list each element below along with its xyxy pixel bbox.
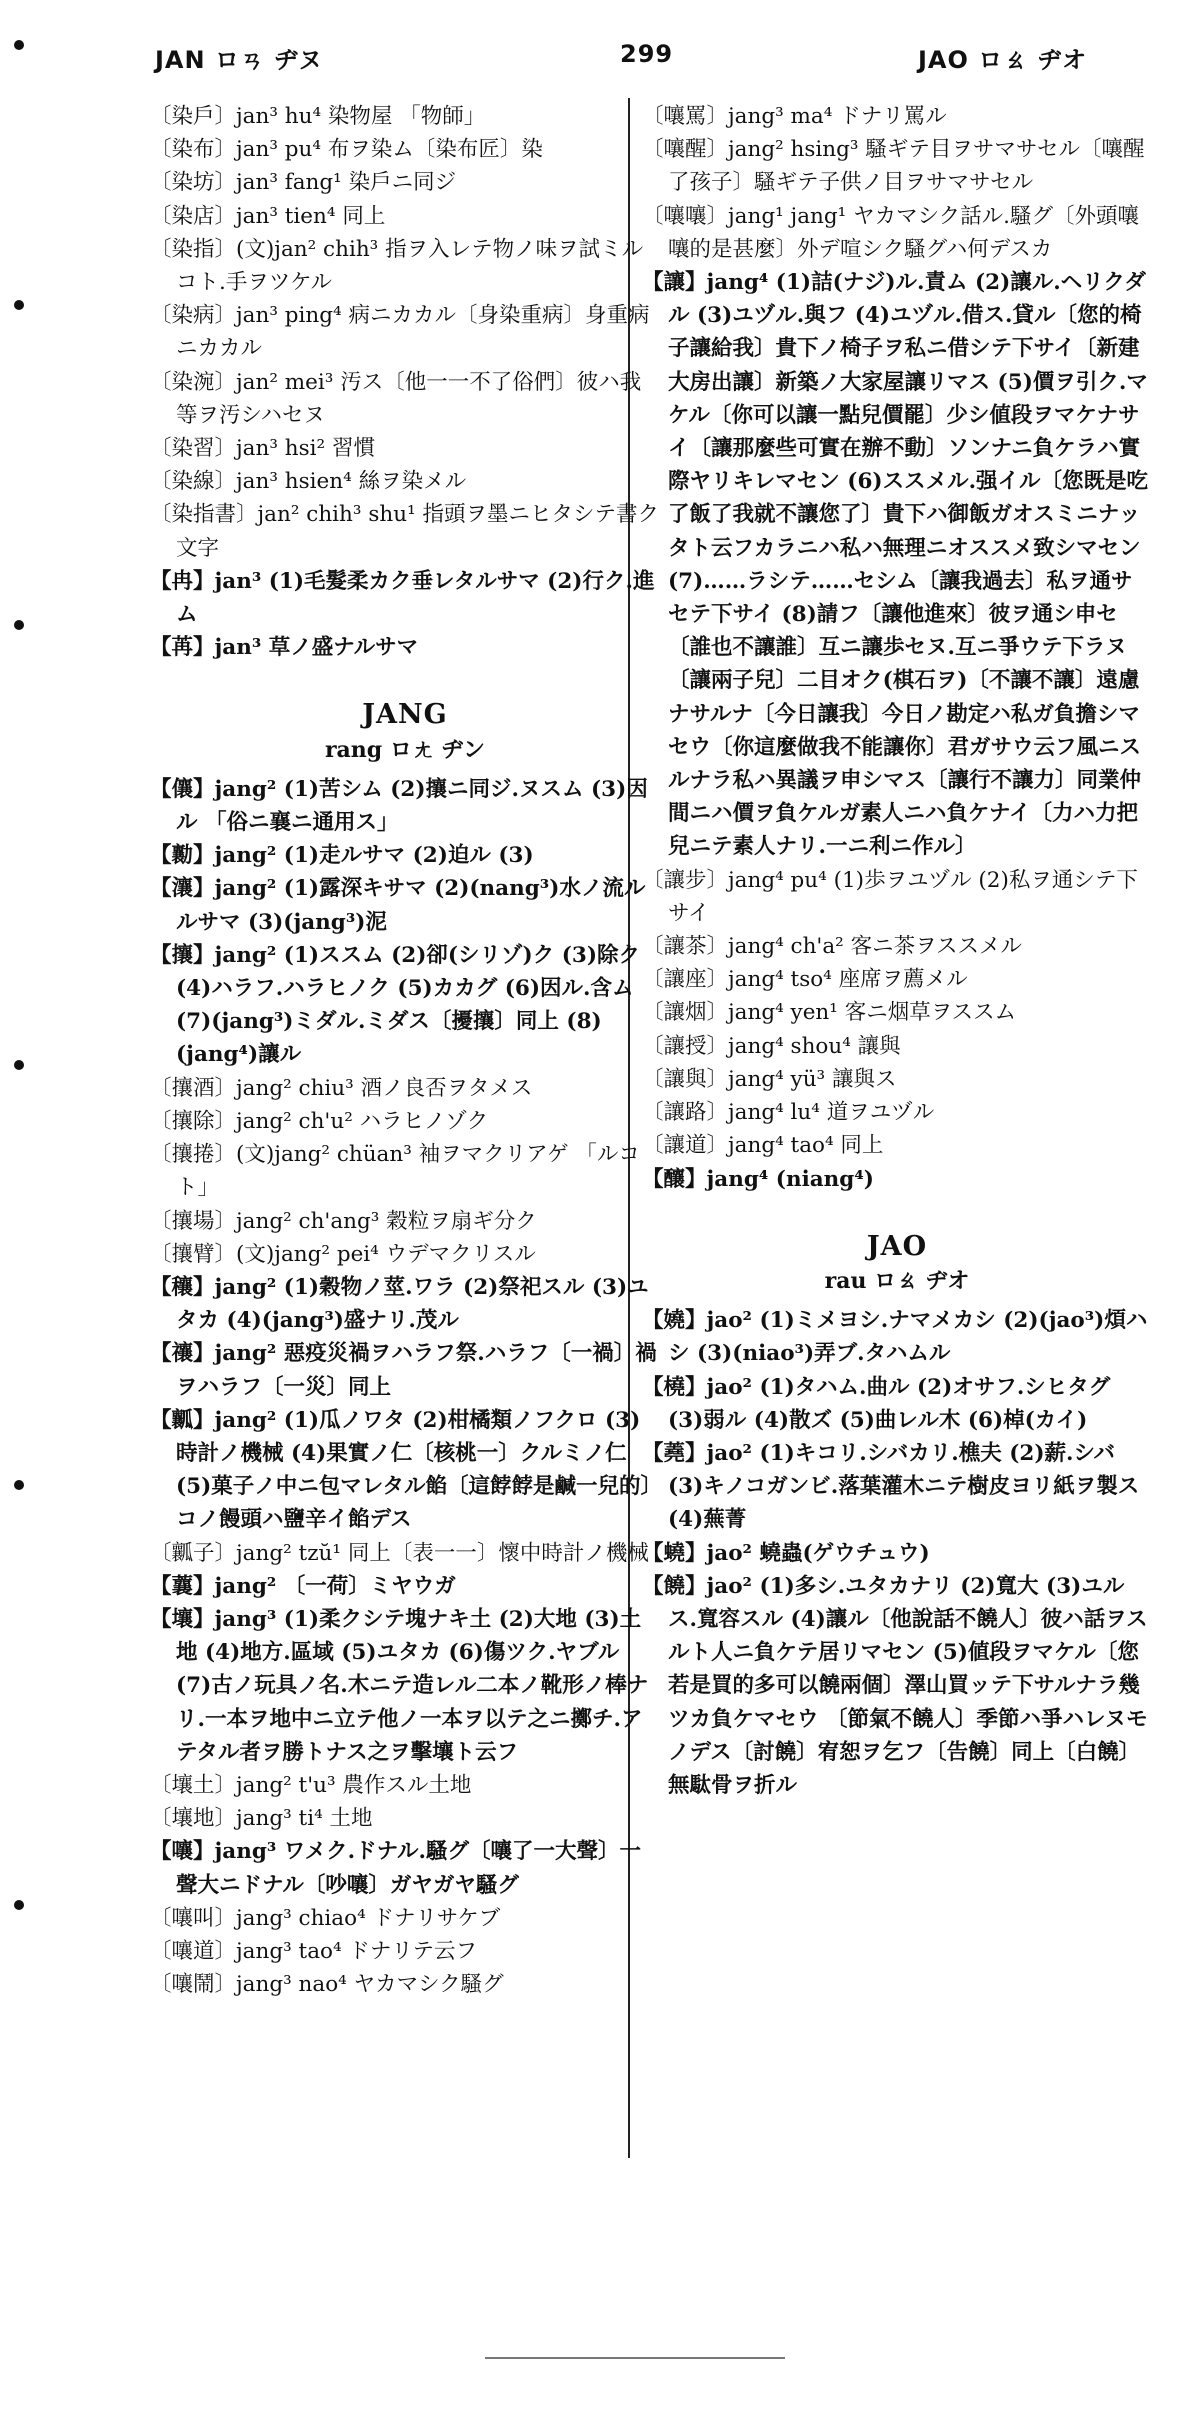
dictionary-entry: 〔嚷鬧〕jang³ nao⁴ ヤカマシク騷グ [150, 1972, 504, 1998]
dictionary-entry: 【釀】jang⁴ (niang⁴) [642, 1166, 874, 1192]
dictionary-entry: 〔染布〕jan³ pu⁴ 布ヲ染ム〔染布匠〕染 [150, 137, 543, 163]
margin-dot [14, 1480, 24, 1490]
dictionary-entry: 〔讓茶〕jang⁴ ch'a² 客ニ茶ヲススメル [642, 934, 1022, 960]
margin-dot [14, 620, 24, 630]
dictionary-entry: 【攘】jang² (1)ススム (2)卻(シリゾ)ク (3)除ク (4)ハラフ.ハラヒノク (5)カカグ (6)因ル.含ム (7)(jang³)ミダル.ミダス〔擾攘〕同上 (8)(jang⁴)讓ル [150, 942, 641, 1068]
right-entries [642, 100, 1152, 1196]
header-right: JAO ロㄠ ヂオ [918, 46, 1088, 74]
dictionary-entry: 〔染戶〕jan³ hu⁴ 染物屋 「物師」 [150, 104, 486, 129]
dictionary-entry: 〔染涴〕jan² mei³ 汚ス〔他一一不了俗們〕彼ハ我等ヲ汚シハセヌ [150, 369, 642, 428]
dictionary-entry: 【穰】jang² (1)穀物ノ莖.ワラ (2)祭祀スル (3)ユタカ (4)(jang³)盛ナリ.茂ル [150, 1274, 649, 1334]
header-left: JAN ロㄢ ヂヌ [155, 46, 324, 74]
page-number: 299 [620, 40, 674, 68]
dictionary-entry: 【蘘】jang² 〔一荷〕ミヤウガ [150, 1573, 456, 1599]
section-title-jao: JAO [866, 1230, 928, 1262]
dictionary-entry: 【蟯】jao² 蟯蟲(ゲウチュウ) [642, 1540, 930, 1566]
dictionary-entry: 〔讓座〕jang⁴ tso⁴ 座席ヲ薦メル [642, 967, 968, 993]
right-column [642, 100, 1152, 1802]
dictionary-entry: 【嚷】jang³ ワメク.ドナル.騷グ〔嚷了一大聲〕一聲大ニドナル〔吵嚷〕ガヤガヤ騷グ [150, 1839, 642, 1898]
dictionary-entry: 〔攘臂〕(文)jang² pei⁴ ウデマクリスル [150, 1241, 536, 1267]
dictionary-entry: 〔讓授〕jang⁴ shou⁴ 讓與 [642, 1033, 901, 1059]
section-sub-jao: rau ロㄠ ヂオ [824, 1267, 970, 1294]
dictionary-entry: 〔染習〕jan³ hsi² 習慣 [150, 436, 375, 462]
dictionary-entry: 【儴】jang² (1)苦シム (2)攘ニ同ジ.ヌスム (3)因ル 「俗ニ襄ニ通用ス」 [150, 776, 648, 836]
dictionary-entry: 〔嚷醒〕jang² hsing³ 騷ギテ目ヲサマサセル〔嚷醒了孩子〕騷ギテ子供ノ目ヲサマサセル [642, 137, 1145, 196]
dictionary-entry: 〔瓤子〕jang² tzŭ¹ 同上〔表一一〕懷中時計ノ機械 [150, 1540, 649, 1566]
dictionary-entry: 〔嚷叫〕jang³ chiao⁴ ドナリサケブ [150, 1905, 501, 1931]
dictionary-entry: 〔攘除〕jang² ch'u² ハラヒノゾク [150, 1108, 489, 1134]
dictionary-entry: 〔嚷嚷〕jang¹ jang¹ ヤカマシク話ル.騷グ〔外頭嚷嚷的是甚麼〕外デ喧シク騷グハ何デスカ [642, 203, 1140, 262]
dictionary-entry: 【蕘】jao² (1)キコリ.シバカリ.樵夫 (2)薪.シバ (3)キノコガンビ.落葉灌木ニテ樹皮ヨリ紙ヲ製ス (4)蕪菁 [642, 1440, 1140, 1533]
left-column [150, 100, 660, 2001]
dictionary-entry: 〔染店〕jan³ tien⁴ 同上 [150, 203, 386, 229]
dictionary-entry: 〔讓與〕jang⁴ yü³ 讓與ス [642, 1066, 897, 1092]
dictionary-entry: 〔染指〕(文)jan² chih³ 指ヲ入レテ物ノ味ヲ試ミルコト.手ヲツケル [150, 236, 644, 296]
dictionary-entry: 〔讓道〕jang⁴ tao⁴ 同上 [642, 1133, 884, 1159]
dictionary-entry: 【勷】jang² (1)走ルサマ (2)迫ル (3) [150, 843, 534, 869]
margin-dot [14, 40, 24, 50]
dictionary-entry: 〔讓烟〕jang⁴ yen¹ 客ニ烟草ヲススム [642, 1000, 1017, 1026]
dictionary-entry: 〔讓路〕jang⁴ lu⁴ 道ヲユヅル [642, 1100, 935, 1126]
margin-dot [14, 300, 24, 310]
margin-dot [14, 1900, 24, 1910]
dictionary-entry: 【禳】jang² 惡疫災禍ヲハラフ祭.ハラフ〔一禍〕禍ヲハラフ〔一災〕同上 [150, 1341, 657, 1400]
bottom-rule [485, 2357, 785, 2359]
section-title-jang: JANG [362, 699, 448, 731]
dictionary-entry: 【瀼】jang² (1)露深キサマ (2)(nang³)水ノ流ルルサマ (3)(jang³)泥 [150, 876, 646, 935]
dictionary-entry: 【橈】jao² (1)タハム.曲ル (2)オサフ.シヒタグ (3)弱ル (4)散ズ (5)曲レル木 (6)棹(カイ) [642, 1374, 1111, 1433]
dictionary-entry: 〔攘酒〕jang² chiu³ 酒ノ良否ヲタメス [150, 1075, 533, 1101]
section-sub-jang: rang ロㄤ ヂン [324, 736, 486, 763]
dictionary-entry: 〔壤土〕jang² t'u³ 農作スル土地 [150, 1772, 472, 1798]
dictionary-entry: 【瓤】jang² (1)瓜ノワタ (2)柑橘類ノフクロ (3)時計ノ機械 (4)果實ノ仁〔核桃一〕クルミノ仁 (5)菓子ノ中ニ包マレタル餡〔這餑餑是鹹一兒的〕コノ饅頭ハ鹽辛イ餡デス [150, 1407, 652, 1533]
dictionary-entry: 〔染病〕jan³ ping⁴ 病ニカカル〔身染重病〕身重病ニカカル [150, 303, 650, 362]
dictionary-entry: 【讓】jang⁴ (1)詰(ナジ)ル.責ム (2)讓ル.ヘリクダル (3)ユヅル.與フ (4)ユヅル.借ス.貸ル〔您的椅子讓給我〕貴下ノ椅子ヲ私ニ借シテ下サイ〔新建大房出讓〕新築ノ大家屋讓リマス (5)價ヲ引ク.マケル〔你可以讓一點兒價罷〕少シ値段ヲマケナサイ〔讓那麼些可實在辦不動〕ソンナニ負ケラハ實際ヤリキレマセン (6)ススメル.强イル〔您既是吃了飯了我就不讓您了〕貴下ハ御飯ガオスミニナッタト云フカラニハ私ハ無理ニオススメ致シマセン (7)……ラシテ……セシム〔讓我過去〕私ヲ通サセテ下サイ (8)請フ〔讓他進來〕彼ヲ通シ申セ 〔誰也不讓誰〕互ニ讓歩セヌ.互ニ爭ウテ下ラヌ〔讓兩子兒〕二目オク(棋石ヲ)〔不讓不讓〕遠慮ナサルナ〔今日讓我〕今日ノ勘定ハ私ガ負擔シマセウ〔你這麼做我不能讓你〕君ガサウ云フ風ニスルナラ私ハ異議ヲ申シマス〔讓行不讓力〕同業仲間ニハ價ヲ負ケルガ素人ニハ負ケナイ〔力ハ力把兒ニテ素人ナリ.一ニ利ニ作ル〕 [642, 270, 1149, 860]
dictionary-entry: 【苒】jan³ 草ノ盛ナルサマ [150, 635, 419, 661]
dictionary-entry: 〔嚷道〕jang³ tao⁴ ドナリテ云フ [150, 1938, 477, 1964]
dictionary-entry: 〔讓步〕jang⁴ pu⁴ (1)歩ヲユヅル (2)私ヲ通シテ下サイ [642, 867, 1138, 926]
dictionary-entry: 【壤】jang³ (1)柔クシテ塊ナキ土 (2)大地 (3)土地 (4)地方.區域 (5)ユタカ (6)傷ツク.ヤブル (7)古ノ玩具ノ名.木ニテ造レル二本ノ靴形ノ棒ナリ.一本ヲ地中ニ立テ他ノ一本ヲ以テ之ニ擲チ.アテタル者ヲ勝トナス之ヲ擊壤ト云フ [150, 1606, 649, 1765]
dictionary-entry: 〔攘場〕jang² ch'ang³ 穀粒ヲ扇ギ分ク [150, 1208, 537, 1234]
dictionary-entry: 〔壤地〕jang³ ti⁴ 土地 [150, 1806, 373, 1832]
dictionary-entry: 【饒】jao² (1)多シ.ユタカナリ (2)寬大 (3)ユルス.寬容スル (4)讓ル〔他說話不饒人〕彼ハ話ヲスルト人ニ負ケテ居リマセン (5)値段ヲマケル〔您若是買的多可以饒兩個〕澤山買ッテ下サルナラ幾ツカ負ケマセウ 〔節氣不饒人〕季節ハ爭ハレヌモノデス〔討饒〕宥恕ヲ乞フ〔告饒〕同上〔白饒〕無駄骨ヲ折ル [642, 1573, 1148, 1798]
jang-entries [150, 773, 660, 2002]
dictionary-entry: 〔染坊〕jan³ fang¹ 染戶ニ同ジ [150, 170, 457, 196]
dictionary-entry: 【冉】jan³ (1)毛髮柔カク垂レタルサマ (2)行ク.進ム [150, 568, 655, 628]
dictionary-entry: 【嬈】jao² (1)ミメヨシ.ナマメカシ (2)(jao³)煩ハシ (3)(niao³)弄ブ.タハムル [642, 1308, 1148, 1367]
left-entries [150, 100, 660, 664]
jao-entries [642, 1304, 1152, 1802]
dictionary-entry: 〔嚷罵〕jang³ ma⁴ ドナリ罵ル [642, 104, 947, 129]
margin-dot [14, 1060, 24, 1070]
dictionary-entry: 〔染指書〕jan² chih³ shu¹ 指頭ヲ墨ニヒタシテ書ク文字 [150, 502, 660, 561]
dictionary-entry: 〔攘捲〕(文)jang² chüan³ 袖ヲマクリアゲ 「ルコト」 [150, 1142, 640, 1201]
dictionary-entry: 〔染線〕jan³ hsien⁴ 絲ヲ染メル [150, 469, 467, 495]
